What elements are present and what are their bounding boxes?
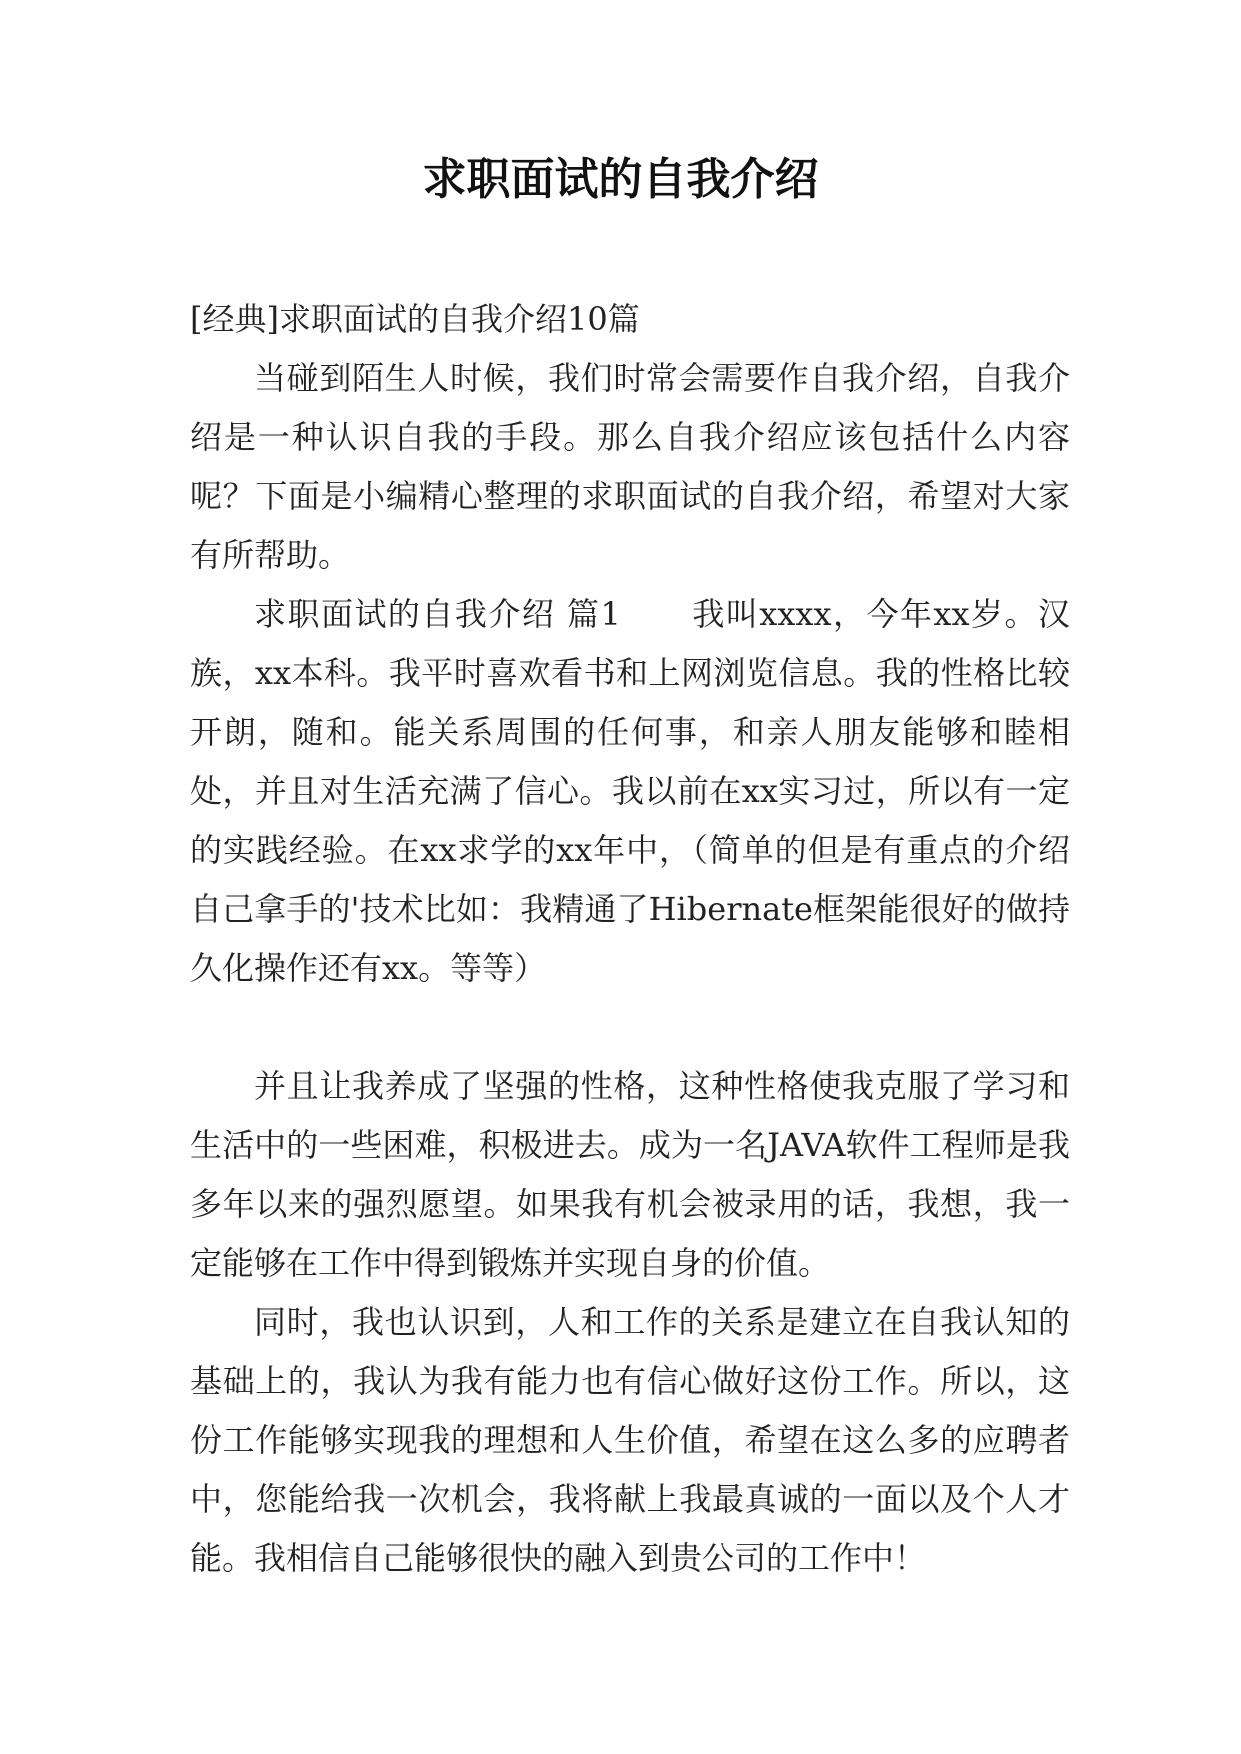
paragraph-3: 同时，我也认识到，人和工作的关系是建立在自我认知的基础上的，我认为我有能力也有信心做好这份工作。所以，这份工作能够实现我的理想和人生价值，希望在这么多的应聘者中，您能给我一次机会，我将献上我最真诚的一面以及个人才能。我相信自己能够很快的融入到贵公司的工作中！ bbox=[190, 1303, 1070, 1577]
section1-heading: 求职面试的自我介绍 篇1 bbox=[254, 595, 621, 633]
intro-paragraph: 当碰到陌生人时候，我们时常会需要作自我介绍，自我介绍是一种认识自我的手段。那么自我介绍应该包括什么内容呢？下面是小编精心整理的求职面试的自我介绍，希望对大家有所帮助。 bbox=[190, 359, 1070, 574]
section1-paragraph bbox=[190, 585, 1070, 998]
paragraph-2: 并且让我养成了坚强的性格，这种性格使我克服了学习和生活中的一些困难，积极进去。成为一名JAVA软件工程师是我多年以来的强烈愿望。如果我有机会被录用的话，我想，我一定能够在工作中得到锻炼并实现自身的价值。 bbox=[190, 1067, 1070, 1282]
document-body bbox=[190, 290, 1070, 1588]
section1-body: 我叫xxxx，今年xx岁。汉族，xx本科。我平时喜欢看书和上网浏览信息。我的性格比较开朗，随和。能关系周围的任何事，和亲人朋友能够和睦相处，并且对生活充满了信心。我以前在xx实习过，所以有一定的实践经验。在xx求学的xx年中，（简单的但是有重点的介绍自己拿手的'技术比如：我精通了Hibernate框架能很好的做持久化操作还有xx。等等） bbox=[190, 595, 1070, 987]
document-title: 求职面试的自我介绍 bbox=[422, 154, 819, 205]
document-subtitle: [经典]求职面试的自我介绍10篇 bbox=[190, 300, 640, 338]
